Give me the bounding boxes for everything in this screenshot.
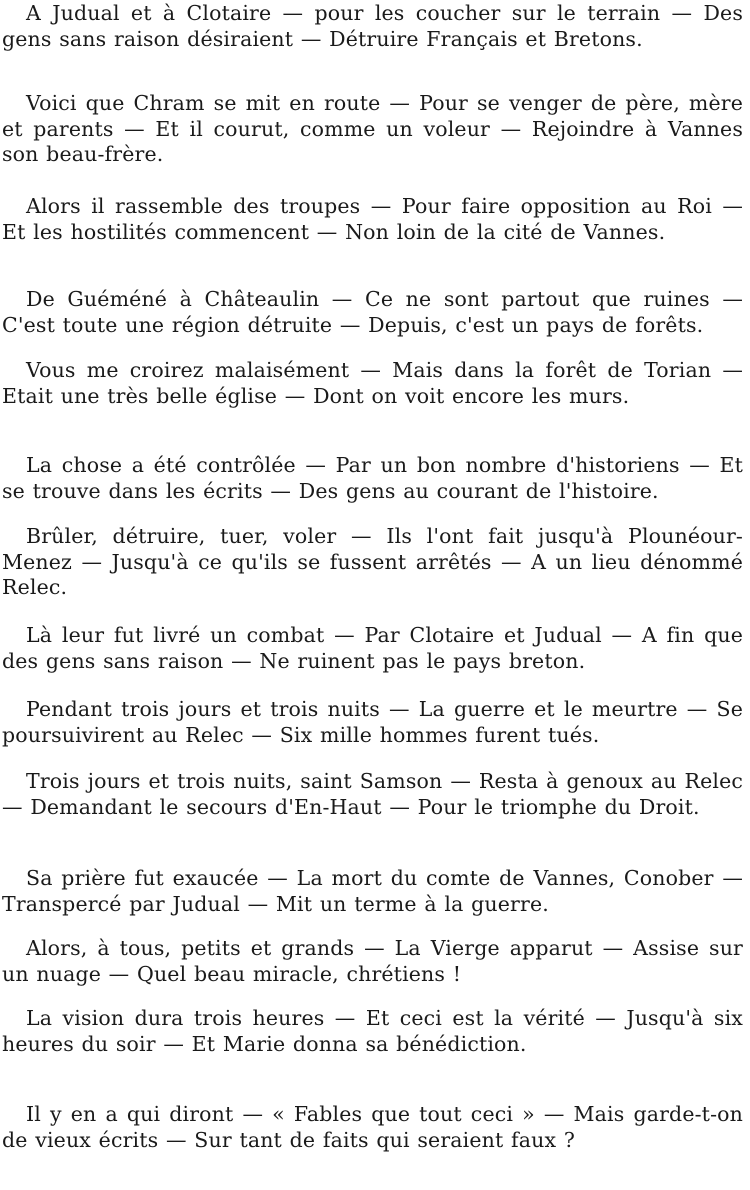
stanza-11: Sa prière fut exaucée — La mort du comte de Vannes, Conober — Transpercé par Judual — Mit un terme à la guerre. (2, 866, 743, 916)
stanza-8: Là leur fut livré un combat — Par Clotaire et Judual — A fin que des gens sans raison — Ne ruinent pas le pays breton. (2, 623, 743, 673)
stanza-14: Il y en a qui diront — « Fables que tout ceci » — Mais garde-t-on de vieux écrits — Sur tant de faits qui seraient faux ? (2, 1102, 743, 1152)
stanza-4: De Guéméné à Châteaulin — Ce ne sont partout que ruines — C'est toute une région détruite — Depuis, c'est un pays de forêts. (2, 287, 743, 337)
stanza-13: La vision dura trois heures — Et ceci est la vérité — Jusqu'à six heures du soir — Et Marie donna sa bénédiction. (2, 1006, 743, 1056)
stanza-3: Alors il rassemble des troupes — Pour faire opposition au Roi — Et les hostilités commencent — Non loin de la cité de Vannes. (2, 194, 743, 244)
stanza-2: Voici que Chram se mit en route — Pour se venger de père, mère et parents — Et il courut, comme un voleur — Rejoindre à Vannes son beau-frère. (2, 91, 743, 166)
stanza-7: Brûler, détruire, tuer, voler — Ils l'ont fait jusqu'à Plounéour-Menez — Jusqu'à ce qu'ils se fussent arrêtés — A un lieu dénommé Relec. (2, 524, 743, 599)
stanza-9: Pendant trois jours et trois nuits — La guerre et le meurtre — Se poursuivirent au Relec — Six mille hommes furent tués. (2, 697, 743, 747)
stanza-10: Trois jours et trois nuits, saint Samson — Resta à genoux au Relec — Demandant le secours d'En-Haut — Pour le triomphe du Droit. (2, 769, 743, 819)
stanza-6: La chose a été contrôlée — Par un bon nombre d'historiens — Et se trouve dans les écrits — Des gens au courant de l'histoire. (2, 453, 743, 503)
stanza-1: A Judual et à Clotaire — pour les coucher sur le terrain — Des gens sans raison désiraient — Détruire Français et Bretons. (2, 1, 743, 51)
stanza-5: Vous me croirez malaisément — Mais dans la forêt de Torian — Etait une très belle église — Dont on voit encore les murs. (2, 358, 743, 408)
stanza-12: Alors, à tous, petits et grands — La Vierge apparut — Assise sur un nuage — Quel beau miracle, chrétiens ! (2, 936, 743, 986)
